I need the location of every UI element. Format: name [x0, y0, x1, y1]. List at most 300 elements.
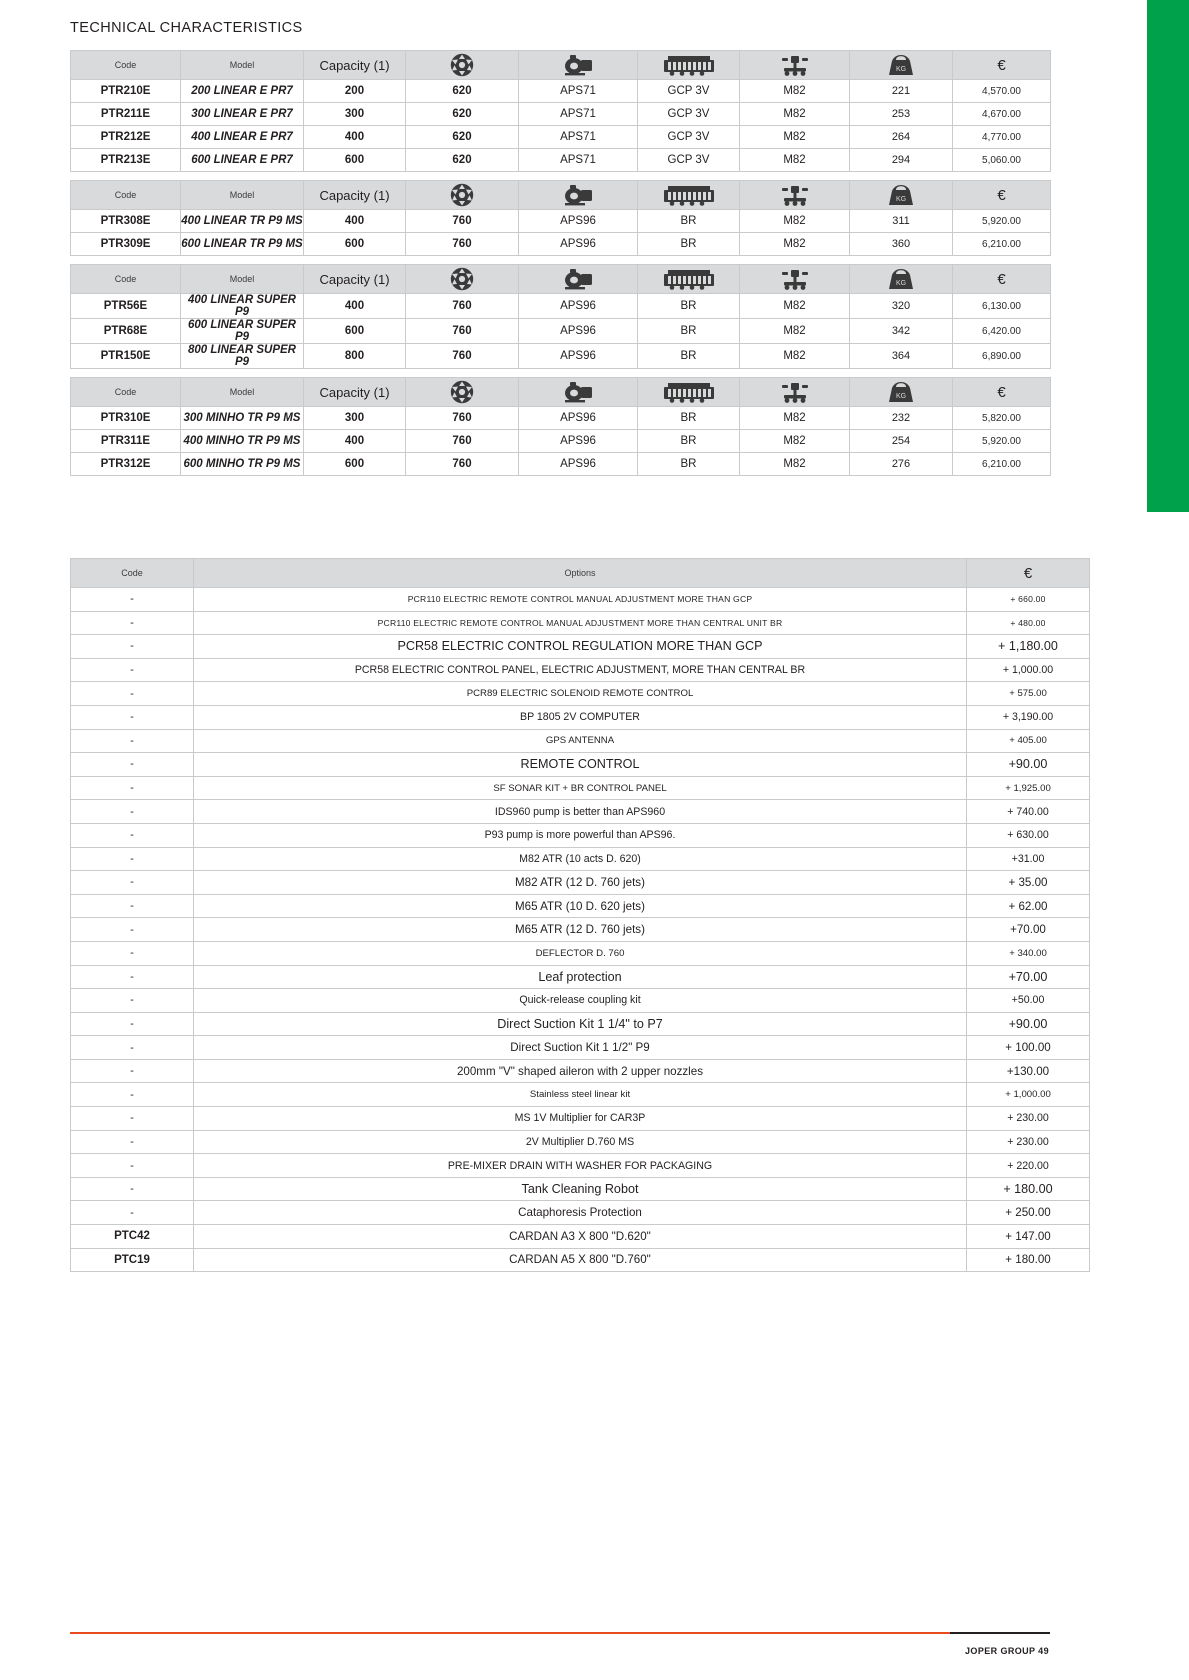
cell-fan-diameter: 760 [406, 344, 519, 369]
cell-model: 300 LINEAR E PR7 [181, 103, 304, 126]
cell-code: PTR210E [71, 80, 181, 103]
fan-icon [448, 380, 476, 404]
cell-code: PTR56E [71, 294, 181, 319]
header-cell [406, 378, 519, 407]
options-row [71, 1201, 1090, 1225]
cell-code: - [71, 1107, 194, 1131]
cell-model: 400 LINEAR SUPER P9 [181, 294, 304, 319]
header-cell-code: Code [71, 559, 194, 588]
cell-option-price: + 740.00 [967, 800, 1090, 824]
cell-fan-diameter: 760 [406, 430, 519, 453]
cell-capacity: 600 [304, 319, 406, 344]
cell-code: PTR212E [71, 126, 181, 149]
cell-option-price: + 1,000.00 [967, 658, 1090, 682]
cell-code: - [71, 918, 194, 942]
options-table [70, 558, 1090, 1272]
weight-kg-icon [887, 183, 915, 207]
cell-option-description: Direct Suction Kit 1 1/4" to P7 [194, 1012, 967, 1036]
cell-code: - [71, 965, 194, 989]
table-row [71, 430, 1051, 453]
weight-kg-icon [887, 380, 915, 404]
cell-capacity: 600 [304, 453, 406, 476]
cell-option-price: + 3,190.00 [967, 705, 1090, 729]
cell-code: PTR310E [71, 407, 181, 430]
table-header-row [71, 265, 1051, 294]
cell-weight: 254 [850, 430, 953, 453]
spec-table [70, 180, 1051, 256]
cell-pump: APS71 [519, 103, 638, 126]
cell-model: 600 LINEAR SUPER P9 [181, 319, 304, 344]
cell-sprayer: M82 [740, 80, 850, 103]
header-cell-price: € [953, 51, 1051, 80]
cell-sprayer: M82 [740, 103, 850, 126]
cell-option-description: PCR89 ELECTRIC SOLENOID REMOTE CONTROL [194, 682, 967, 706]
cell-option-description: MS 1V Multiplier for CAR3P [194, 1107, 967, 1131]
cell-capacity: 400 [304, 430, 406, 453]
cell-fan-diameter: 620 [406, 149, 519, 172]
sprayer-icon [780, 268, 810, 290]
cell-weight: 264 [850, 126, 953, 149]
cell-option-price: +130.00 [967, 1059, 1090, 1083]
cell-code: - [71, 1154, 194, 1178]
cell-sprayer: M82 [740, 407, 850, 430]
cell-model: 600 LINEAR TR P9 MS [181, 233, 304, 256]
header-cell: Code [71, 378, 181, 407]
cell-option-price: + 180.00 [967, 1248, 1090, 1272]
cell-capacity: 600 [304, 233, 406, 256]
table-row [71, 294, 1051, 319]
cell-gearbox: GCP 3V [638, 149, 740, 172]
header-cell: Model [181, 51, 304, 80]
cell-option-description: M82 ATR (12 D. 760 jets) [194, 871, 967, 895]
header-cell: Code [71, 51, 181, 80]
cell-code: - [71, 1201, 194, 1225]
cell-option-price: + 230.00 [967, 1130, 1090, 1154]
cell-capacity: 300 [304, 407, 406, 430]
cell-model: 600 MINHO TR P9 MS [181, 453, 304, 476]
cell-option-price: + 100.00 [967, 1036, 1090, 1060]
cell-gearbox: BR [638, 344, 740, 369]
options-row [71, 989, 1090, 1013]
fan-icon [448, 267, 476, 291]
header-cell: Model [181, 181, 304, 210]
cell-code: - [71, 1083, 194, 1107]
cell-sprayer: M82 [740, 344, 850, 369]
cell-model: 400 LINEAR TR P9 MS [181, 210, 304, 233]
header-cell [638, 181, 740, 210]
cell-code: PTC19 [71, 1248, 194, 1272]
options-row [71, 588, 1090, 612]
header-cell [740, 51, 850, 80]
header-cell-capacity: Capacity (1) [304, 51, 406, 80]
cell-option-description: GPS ANTENNA [194, 729, 967, 753]
cell-option-price: +50.00 [967, 989, 1090, 1013]
header-cell [740, 181, 850, 210]
options-row [71, 1107, 1090, 1131]
options-row [71, 611, 1090, 635]
cell-code: - [71, 776, 194, 800]
green-accent-bar [1147, 0, 1189, 512]
options-row [71, 635, 1090, 659]
cell-code: - [71, 1177, 194, 1201]
header-cell-capacity: Capacity (1) [304, 265, 406, 294]
page-title: TECHNICAL CHARACTERISTICS [70, 20, 303, 36]
cell-code: - [71, 635, 194, 659]
spec-tables-container [70, 50, 1050, 476]
cell-code: - [71, 800, 194, 824]
cell-option-description: SF SONAR KIT + BR CONTROL PANEL [194, 776, 967, 800]
options-table-container [70, 558, 1058, 1272]
cell-option-description: M82 ATR (10 acts D. 620) [194, 847, 967, 871]
cell-capacity: 800 [304, 344, 406, 369]
cell-sprayer: M82 [740, 149, 850, 172]
cell-option-description: IDS960 pump is better than APS960 [194, 800, 967, 824]
header-cell: Code [71, 265, 181, 294]
cell-model: 400 MINHO TR P9 MS [181, 430, 304, 453]
cell-price: 5,920.00 [953, 430, 1051, 453]
cell-pump: APS96 [519, 407, 638, 430]
table-row [71, 407, 1051, 430]
cell-fan-diameter: 760 [406, 453, 519, 476]
options-row [71, 800, 1090, 824]
cell-price: 6,130.00 [953, 294, 1051, 319]
cell-pump: APS71 [519, 126, 638, 149]
cell-pump: APS96 [519, 453, 638, 476]
options-row [71, 894, 1090, 918]
header-cell [638, 265, 740, 294]
options-row [71, 729, 1090, 753]
cell-code: PTR211E [71, 103, 181, 126]
cell-capacity: 400 [304, 210, 406, 233]
cell-gearbox: BR [638, 407, 740, 430]
cell-price: 6,210.00 [953, 233, 1051, 256]
cell-pump: APS96 [519, 344, 638, 369]
cell-code: - [71, 1036, 194, 1060]
options-header-row [71, 559, 1090, 588]
table-row [71, 126, 1051, 149]
cell-option-price: +31.00 [967, 847, 1090, 871]
header-cell-price: € [953, 265, 1051, 294]
cell-weight: 253 [850, 103, 953, 126]
cell-option-price: + 405.00 [967, 729, 1090, 753]
cell-code: - [71, 705, 194, 729]
gearbox-icon [662, 268, 716, 290]
cell-model: 800 LINEAR SUPER P9 [181, 344, 304, 369]
pump-icon [561, 54, 595, 76]
cell-code: - [71, 729, 194, 753]
cell-option-price: + 1,180.00 [967, 635, 1090, 659]
cell-code: - [71, 894, 194, 918]
cell-sprayer: M82 [740, 319, 850, 344]
cell-pump: APS71 [519, 80, 638, 103]
cell-pump: APS96 [519, 319, 638, 344]
spec-table [70, 377, 1051, 476]
cell-option-description: Quick-release coupling kit [194, 989, 967, 1013]
table-row [71, 210, 1051, 233]
cell-option-description: DEFLECTOR D. 760 [194, 941, 967, 965]
cell-option-price: + 660.00 [967, 588, 1090, 612]
cell-weight: 360 [850, 233, 953, 256]
header-cell [519, 51, 638, 80]
cell-option-price: + 147.00 [967, 1225, 1090, 1249]
header-cell-price: € [953, 378, 1051, 407]
cell-option-price: + 62.00 [967, 894, 1090, 918]
cell-gearbox: BR [638, 430, 740, 453]
cell-code: - [71, 847, 194, 871]
cell-option-price: + 575.00 [967, 682, 1090, 706]
header-cell-capacity: Capacity (1) [304, 181, 406, 210]
table-row [71, 233, 1051, 256]
cell-fan-diameter: 760 [406, 210, 519, 233]
cell-price: 4,670.00 [953, 103, 1051, 126]
options-row [71, 1083, 1090, 1107]
sprayer-icon [780, 184, 810, 206]
cell-option-description: Direct Suction Kit 1 1/2" P9 [194, 1036, 967, 1060]
gearbox-icon [662, 184, 716, 206]
cell-option-price: +70.00 [967, 965, 1090, 989]
cell-code: PTR308E [71, 210, 181, 233]
cell-capacity: 600 [304, 149, 406, 172]
cell-option-price: + 340.00 [967, 941, 1090, 965]
page-content [70, 0, 1050, 476]
cell-option-price: + 230.00 [967, 1107, 1090, 1131]
cell-fan-diameter: 760 [406, 294, 519, 319]
cell-option-price: + 250.00 [967, 1201, 1090, 1225]
cell-option-price: + 480.00 [967, 611, 1090, 635]
cell-price: 5,920.00 [953, 210, 1051, 233]
cell-option-price: +90.00 [967, 753, 1090, 777]
cell-gearbox: BR [638, 453, 740, 476]
options-row [71, 705, 1090, 729]
cell-option-price: + 1,000.00 [967, 1083, 1090, 1107]
cell-gearbox: BR [638, 210, 740, 233]
table-row [71, 103, 1051, 126]
cell-code: - [71, 871, 194, 895]
header-cell: Model [181, 265, 304, 294]
cell-price: 5,820.00 [953, 407, 1051, 430]
cell-weight: 232 [850, 407, 953, 430]
svg-text:KG: KG [895, 393, 907, 400]
header-cell: Model [181, 378, 304, 407]
cell-option-description: PCR58 ELECTRIC CONTROL PANEL, ELECTRIC ADJUSTMENT, MORE THAN CENTRAL BR [194, 658, 967, 682]
cell-model: 400 LINEAR E PR7 [181, 126, 304, 149]
cell-weight: 320 [850, 294, 953, 319]
cell-fan-diameter: 620 [406, 103, 519, 126]
table-header-row [71, 181, 1051, 210]
cell-pump: APS96 [519, 210, 638, 233]
header-cell [638, 51, 740, 80]
cell-option-description: PCR110 ELECTRIC REMOTE CONTROL MANUAL ADJUSTMENT MORE THAN GCP [194, 588, 967, 612]
cell-code: - [71, 989, 194, 1013]
cell-model: 600 LINEAR E PR7 [181, 149, 304, 172]
cell-sprayer: M82 [740, 126, 850, 149]
cell-option-description: PCR58 ELECTRIC CONTROL REGULATION MORE THAN GCP [194, 635, 967, 659]
cell-fan-diameter: 760 [406, 233, 519, 256]
cell-price: 5,060.00 [953, 149, 1051, 172]
cell-option-price: + 180.00 [967, 1177, 1090, 1201]
cell-pump: APS96 [519, 294, 638, 319]
cell-option-price: + 220.00 [967, 1154, 1090, 1178]
svg-text:KG: KG [895, 280, 907, 287]
table-header-row [71, 51, 1051, 80]
weight-kg-icon [887, 53, 915, 77]
cell-code: - [71, 823, 194, 847]
cell-option-description: BP 1805 2V COMPUTER [194, 705, 967, 729]
header-cell [406, 181, 519, 210]
cell-model: 200 LINEAR E PR7 [181, 80, 304, 103]
cell-code: - [71, 658, 194, 682]
cell-price: 6,420.00 [953, 319, 1051, 344]
cell-gearbox: GCP 3V [638, 80, 740, 103]
table-row [71, 319, 1051, 344]
cell-gearbox: BR [638, 319, 740, 344]
cell-pump: APS71 [519, 149, 638, 172]
options-row [71, 682, 1090, 706]
cell-gearbox: BR [638, 294, 740, 319]
cell-gearbox: GCP 3V [638, 103, 740, 126]
cell-sprayer: M82 [740, 294, 850, 319]
cell-fan-diameter: 620 [406, 126, 519, 149]
fan-icon [448, 53, 476, 77]
cell-weight: 276 [850, 453, 953, 476]
cell-option-description: 200mm "V" shaped aileron with 2 upper nozzles [194, 1059, 967, 1083]
weight-kg-icon [887, 267, 915, 291]
table-row [71, 344, 1051, 369]
cell-option-description: CARDAN A5 X 800 "D.760" [194, 1248, 967, 1272]
cell-capacity: 300 [304, 103, 406, 126]
header-cell [519, 181, 638, 210]
spec-table [70, 264, 1051, 369]
table-row [71, 453, 1051, 476]
cell-sprayer: M82 [740, 453, 850, 476]
header-cell-price: € [953, 181, 1051, 210]
cell-option-description: Tank Cleaning Robot [194, 1177, 967, 1201]
options-row [71, 776, 1090, 800]
options-row [71, 1059, 1090, 1083]
cell-gearbox: GCP 3V [638, 126, 740, 149]
cell-option-description: P93 pump is more powerful than APS96. [194, 823, 967, 847]
options-row [71, 918, 1090, 942]
cell-code: - [71, 588, 194, 612]
options-row [71, 823, 1090, 847]
header-cell [850, 378, 953, 407]
gearbox-icon [662, 381, 716, 403]
cell-pump: APS96 [519, 430, 638, 453]
cell-capacity: 200 [304, 80, 406, 103]
cell-code: PTR312E [71, 453, 181, 476]
options-row [71, 847, 1090, 871]
cell-option-description: CARDAN A3 X 800 "D.620" [194, 1225, 967, 1249]
footer-text: JOPER GROUP 49 [965, 1646, 1049, 1656]
options-row [71, 871, 1090, 895]
cell-sprayer: M82 [740, 210, 850, 233]
cell-code: - [71, 1012, 194, 1036]
gearbox-icon [662, 54, 716, 76]
pump-icon [561, 381, 595, 403]
cell-code: - [71, 682, 194, 706]
options-row [71, 965, 1090, 989]
table-spacer [70, 256, 1050, 264]
cell-option-description: PRE-MIXER DRAIN WITH WASHER FOR PACKAGING [194, 1154, 967, 1178]
cell-option-description: Cataphoresis Protection [194, 1201, 967, 1225]
cell-option-description: M65 ATR (12 D. 760 jets) [194, 918, 967, 942]
spec-table [70, 50, 1051, 172]
cell-option-price: +70.00 [967, 918, 1090, 942]
cell-option-description: Stainless steel linear kit [194, 1083, 967, 1107]
cell-weight: 364 [850, 344, 953, 369]
cell-weight: 221 [850, 80, 953, 103]
table-row [71, 80, 1051, 103]
svg-text:KG: KG [895, 196, 907, 203]
cell-option-price: +90.00 [967, 1012, 1090, 1036]
options-row [71, 1154, 1090, 1178]
cell-code: - [71, 941, 194, 965]
header-cell [740, 378, 850, 407]
options-row [71, 1130, 1090, 1154]
cell-model: 300 MINHO TR P9 MS [181, 407, 304, 430]
fan-icon [448, 183, 476, 207]
header-cell [850, 51, 953, 80]
sprayer-icon [780, 54, 810, 76]
svg-text:KG: KG [895, 66, 907, 73]
cell-weight: 311 [850, 210, 953, 233]
footer-rule-orange [70, 1632, 950, 1634]
options-row [71, 753, 1090, 777]
options-row [71, 941, 1090, 965]
cell-option-price: + 630.00 [967, 823, 1090, 847]
cell-code: PTR68E [71, 319, 181, 344]
pump-icon [561, 268, 595, 290]
cell-option-description: 2V Multiplier D.760 MS [194, 1130, 967, 1154]
cell-code: - [71, 611, 194, 635]
table-spacer [70, 172, 1050, 180]
cell-code: PTR150E [71, 344, 181, 369]
header-cell [406, 51, 519, 80]
header-cell [850, 181, 953, 210]
cell-fan-diameter: 760 [406, 407, 519, 430]
cell-sprayer: M82 [740, 233, 850, 256]
cell-capacity: 400 [304, 126, 406, 149]
cell-option-price: + 35.00 [967, 871, 1090, 895]
cell-weight: 342 [850, 319, 953, 344]
cell-code: PTR309E [71, 233, 181, 256]
cell-weight: 294 [850, 149, 953, 172]
header-cell: Code [71, 181, 181, 210]
cell-option-description: Leaf protection [194, 965, 967, 989]
cell-option-description: REMOTE CONTROL [194, 753, 967, 777]
cell-code: PTR213E [71, 149, 181, 172]
cell-code: - [71, 1130, 194, 1154]
table-spacer [70, 369, 1050, 377]
options-row [71, 1036, 1090, 1060]
options-row [71, 1225, 1090, 1249]
header-cell [406, 265, 519, 294]
cell-pump: APS96 [519, 233, 638, 256]
cell-code: PTR311E [71, 430, 181, 453]
pump-icon [561, 184, 595, 206]
header-cell-price: € [967, 559, 1090, 588]
cell-option-description: M65 ATR (10 D. 620 jets) [194, 894, 967, 918]
cell-fan-diameter: 760 [406, 319, 519, 344]
header-cell-options: Options [194, 559, 967, 588]
cell-price: 6,210.00 [953, 453, 1051, 476]
header-cell [850, 265, 953, 294]
sprayer-icon [780, 381, 810, 403]
cell-price: 4,770.00 [953, 126, 1051, 149]
cell-sprayer: M82 [740, 430, 850, 453]
cell-option-description: PCR110 ELECTRIC REMOTE CONTROL MANUAL ADJUSTMENT MORE THAN CENTRAL UNIT BR [194, 611, 967, 635]
options-row [71, 1177, 1090, 1201]
